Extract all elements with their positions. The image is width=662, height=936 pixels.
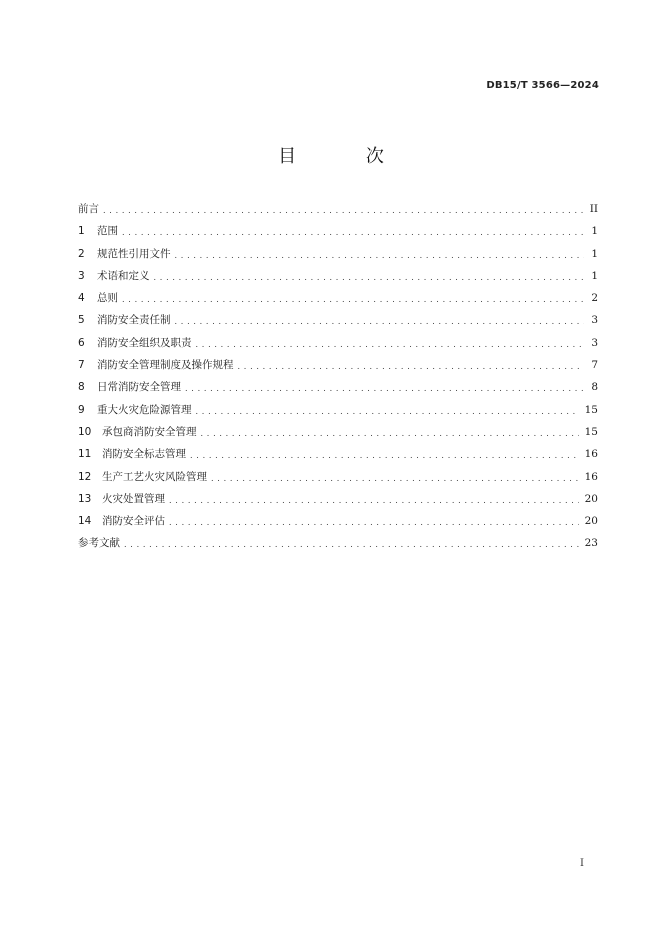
toc-entry-13[interactable] [78,491,598,513]
toc-entry-14[interactable] [78,513,598,535]
toc-entry-11[interactable] [78,446,598,468]
toc-entry-number: 7 [78,359,85,372]
toc-dot-leader [169,492,579,506]
toc-entry-number: 9 [78,403,85,416]
toc-dot-leader [122,224,584,238]
toc-entry-2[interactable] [78,246,598,268]
toc-dot-leader [103,202,584,216]
toc-entry-label: 重大火灾危险源管理 [97,403,192,416]
toc-entry-label: 参考文献 [78,537,120,550]
toc-entry-label: 规范性引用文件 [97,247,171,260]
toc-entry-preface[interactable] [78,201,598,223]
toc-entry-page: 20 [584,515,598,528]
toc-dot-leader [190,447,579,461]
toc-dot-leader [175,247,585,261]
toc-entry-label: 承包商消防安全管理 [102,425,197,438]
toc-dot-leader [211,470,579,484]
toc-entry-page: 7 [591,359,598,372]
toc-entry-6[interactable] [78,335,598,357]
toc-dot-leader [238,358,585,372]
toc-entry-label: 术语和定义 [97,269,150,282]
toc-dot-leader [196,403,579,417]
toc-entry-page: 1 [591,247,598,260]
toc-entry-number: 6 [78,336,85,349]
toc-entry-3[interactable] [78,268,598,290]
toc-dot-leader [122,291,584,305]
toc-entry-page: 1 [591,269,598,282]
page-number: I [580,858,584,869]
toc-entry-9[interactable] [78,402,598,424]
toc-entry-label: 生产工艺火灾风险管理 [102,470,207,483]
toc-entry-number: 11 [78,448,92,461]
toc-entry-label: 消防安全管理制度及操作规程 [97,359,234,372]
table-of-contents [78,201,598,558]
toc-entry-page: 8 [591,381,598,394]
toc-entry-label: 消防安全责任制 [97,314,171,327]
toc-entry-page: 20 [584,492,598,505]
toc-entry-label: 总则 [97,292,118,305]
toc-entry-1[interactable] [78,223,598,245]
toc-entry-4[interactable] [78,290,598,312]
toc-entry-number: 2 [78,247,85,260]
toc-entry-page: 16 [584,448,598,461]
toc-dot-leader [175,313,585,327]
toc-dot-leader [201,425,579,439]
toc-dot-leader [196,336,585,350]
toc-entry-number: 13 [78,492,92,505]
toc-entry-page: 2 [591,292,598,305]
toc-title: 目 次 [278,146,416,167]
toc-entry-label: 消防安全标志管理 [102,448,186,461]
toc-entry-label: 范围 [97,225,118,238]
toc-entry-7[interactable] [78,357,598,379]
toc-entry-page: 23 [584,537,598,550]
toc-entry-number: 10 [78,425,92,438]
toc-dot-leader [185,380,584,394]
toc-entry-page: 1 [591,225,598,238]
toc-entry-references[interactable] [78,535,598,557]
toc-entry-number: 14 [78,515,92,528]
toc-entry-page: 3 [591,336,598,349]
toc-entry-label: 日常消防安全管理 [97,381,181,394]
toc-entry-8[interactable] [78,379,598,401]
toc-entry-5[interactable] [78,312,598,334]
toc-entry-12[interactable] [78,469,598,491]
toc-entry-label: 消防安全评估 [102,515,165,528]
document-code: DB15/T 3566—2024 [486,80,599,91]
toc-entry-page: II [589,203,598,215]
toc-entry-label: 火灾处置管理 [102,492,165,505]
toc-entry-number: 4 [78,292,85,305]
toc-entry-number: 12 [78,470,92,483]
toc-entry-page: 15 [584,403,598,416]
toc-dot-leader [154,269,585,283]
toc-entry-page: 3 [591,314,598,327]
toc-dot-leader [169,514,579,528]
toc-entry-page: 15 [584,425,598,438]
toc-entry-number: 3 [78,269,85,282]
toc-entry-page: 16 [584,470,598,483]
toc-entry-number: 1 [78,225,85,238]
toc-entry-label: 消防安全组织及职责 [97,336,192,349]
toc-entry-10[interactable] [78,424,598,446]
toc-entry-number: 8 [78,381,85,394]
toc-entry-number: 5 [78,314,85,327]
toc-dot-leader [124,536,579,550]
toc-entry-label: 前言 [78,203,99,215]
